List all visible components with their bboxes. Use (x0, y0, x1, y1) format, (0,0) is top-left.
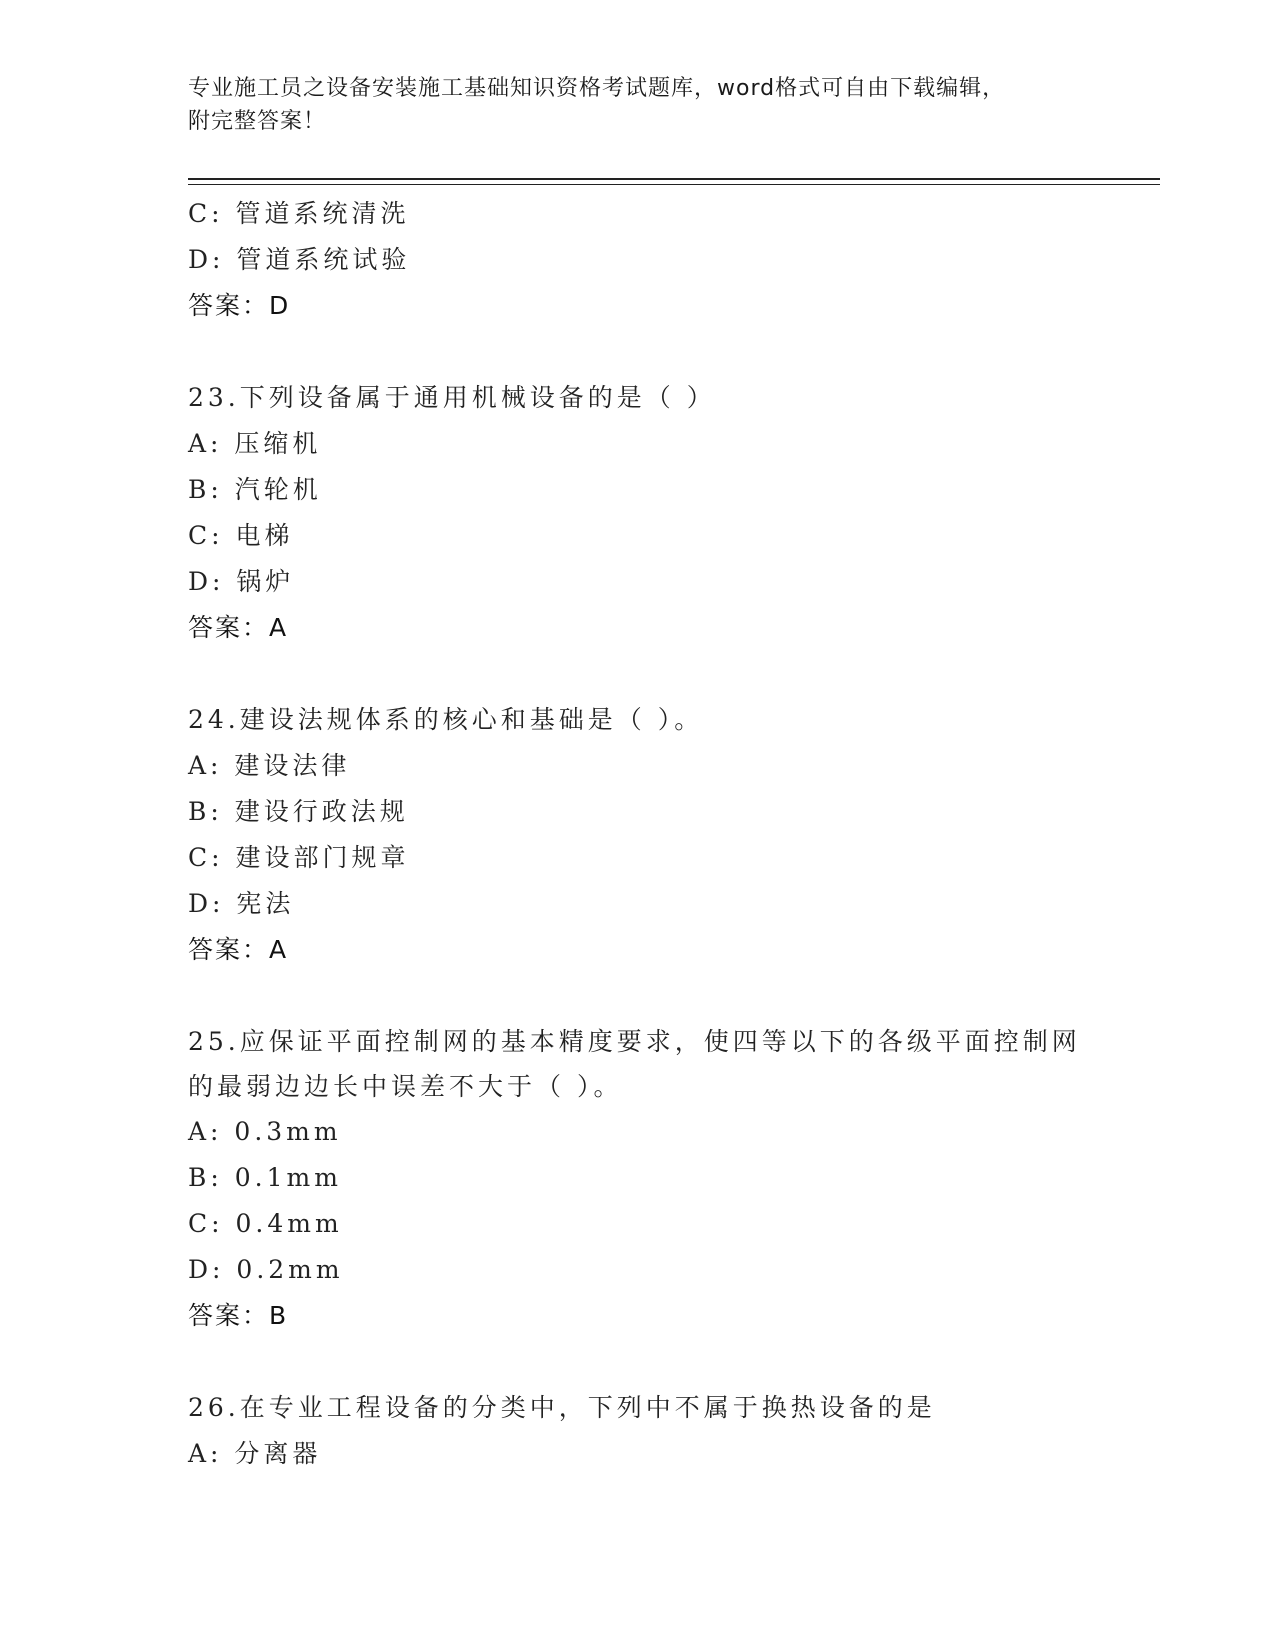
question-list (188, 191, 1088, 1477)
answer-line: 答案：A (188, 613, 289, 642)
question-24 (188, 697, 1088, 973)
question-spacer (188, 651, 1088, 697)
option-a: A: 0.3mm (188, 1117, 342, 1146)
option-c: C: 电梯 (188, 521, 294, 550)
question-spacer (188, 973, 1088, 1019)
question-22-fragment (188, 191, 1088, 329)
answer-line: 答案：D (188, 291, 291, 320)
option-c: C: 管道系统清洗 (188, 199, 410, 228)
option-a: A: 压缩机 (188, 429, 322, 458)
answer-line: 答案：A (188, 935, 289, 964)
question-26 (188, 1385, 1088, 1477)
question-23 (188, 375, 1088, 651)
option-c: C: 建设部门规章 (188, 843, 410, 872)
header-line-1: 专业施工员之设备安装施工基础知识资格考试题库，word格式可自由下载编辑， (188, 76, 1006, 101)
option-d: D: 宪法 (188, 889, 295, 918)
header-divider-thin (188, 184, 1160, 185)
answer-line: 答案：B (188, 1301, 289, 1330)
option-d: D: 管道系统试验 (188, 245, 411, 274)
option-a: A: 建设法律 (188, 751, 351, 780)
option-b: B: 建设行政法规 (188, 797, 409, 826)
option-c: C: 0.4mm (188, 1209, 343, 1238)
question-25 (188, 1019, 1088, 1339)
option-d: D: 锅炉 (188, 567, 295, 596)
question-text: 24.建设法规体系的核心和基础是（ ）。 (188, 705, 704, 734)
option-b: B: 0.1mm (188, 1163, 342, 1192)
question-spacer (188, 1339, 1088, 1385)
document-header (188, 72, 1088, 138)
header-line-2: 附完整答案！ (188, 109, 327, 134)
option-b: B: 汽轮机 (188, 475, 322, 504)
option-d: D: 0.2mm (188, 1255, 344, 1284)
option-a: A: 分离器 (188, 1439, 322, 1468)
question-text: 23.下列设备属于通用机械设备的是（ ） (188, 383, 716, 412)
header-divider-thick (188, 178, 1160, 180)
question-text: 26.在专业工程设备的分类中，下列中不属于换热设备的是 (188, 1393, 936, 1422)
question-spacer (188, 329, 1088, 375)
question-text: 25.应保证平面控制网的基本精度要求，使四等以下的各级平面控制网的最弱边边长中误差不大于（ ）。 (188, 1027, 1081, 1101)
